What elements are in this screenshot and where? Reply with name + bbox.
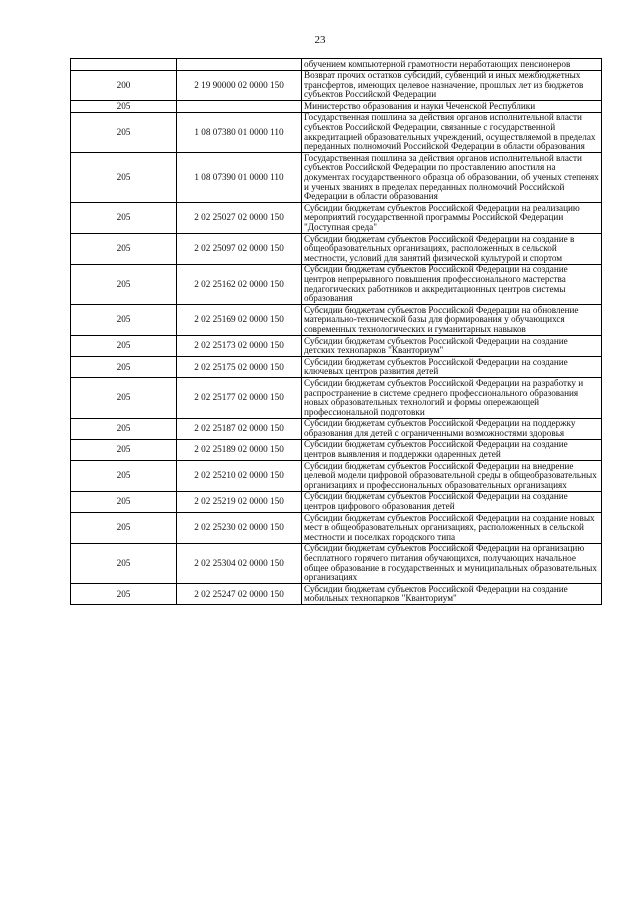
budget-classification-table (70, 58, 602, 605)
page-number: 23 (314, 34, 326, 46)
table-row (71, 461, 602, 492)
revenue-name-cell: Субсидии бюджетам субъектов Российской Федерации на создание центров цифрового образования детей (302, 491, 602, 512)
table-row (71, 378, 602, 418)
table-row (71, 584, 602, 605)
revenue-name-cell: Субсидии бюджетам субъектов Российской Федерации на создание мобильных технопарков "Кванториум" (302, 584, 602, 605)
revenue-name-cell: Субсидии бюджетам субъектов Российской Федерации на поддержку образования для детей с ограниченными возможностями здоровья (302, 418, 602, 439)
admin-code-cell: 200 (71, 70, 177, 101)
revenue-name-cell: Субсидии бюджетам субъектов Российской Федерации на разработку и распространение в системе среднего профессионального образования новых образовательных технологий и формы опережающей профессиональной подготовки (302, 378, 602, 418)
revenue-name-cell: Субсидии бюджетам субъектов Российской Федерации на создание центров выявления и поддержки одаренных детей (302, 439, 602, 460)
admin-code-cell (71, 59, 177, 71)
table-row (71, 357, 602, 378)
revenue-code-cell (177, 101, 302, 113)
admin-code-cell: 205 (71, 101, 177, 113)
revenue-name-cell: Субсидии бюджетам субъектов Российской Федерации на организацию бесплатного горячего питания обучающихся, получающих начальное общее образование в государственных и муниципальных образовательных организациях (302, 543, 602, 583)
table-row (71, 264, 602, 304)
revenue-code-cell (177, 59, 302, 71)
admin-code-cell: 205 (71, 439, 177, 460)
admin-code-cell: 205 (71, 584, 177, 605)
admin-code-cell: 205 (71, 336, 177, 357)
revenue-code-cell: 2 02 25189 02 0000 150 (177, 439, 302, 460)
table-row (71, 203, 602, 234)
revenue-name-cell: Субсидии бюджетам субъектов Российской Федерации на внедрение целевой модели цифровой образовательной среды в общеобразовательных организациях и профессиональных образовательных организациях (302, 461, 602, 492)
table-row (71, 234, 602, 265)
table-row (71, 543, 602, 583)
revenue-code-cell: 2 02 25027 02 0000 150 (177, 203, 302, 234)
revenue-name-cell: обучением компьютерной грамотности неработающих пенсионеров (302, 59, 602, 71)
admin-code-cell: 205 (71, 513, 177, 544)
table-row (71, 101, 602, 113)
revenue-code-cell: 2 02 25175 02 0000 150 (177, 357, 302, 378)
revenue-code-cell: 2 02 25230 02 0000 150 (177, 513, 302, 544)
table-row (71, 59, 602, 71)
table-row (71, 112, 602, 152)
revenue-code-cell: 2 02 25247 02 0000 150 (177, 584, 302, 605)
admin-code-cell: 205 (71, 112, 177, 152)
revenue-name-cell: Государственная пошлина за действия органов исполнительной власти субъектов Российской Федерации по проставлению апостиля на документах государственного образца об образовании, об ученых степенях и ученых званиях в пределах переданных полномочий Российской Федерации в области образования (302, 153, 602, 203)
revenue-code-cell: 2 02 25210 02 0000 150 (177, 461, 302, 492)
revenue-code-cell: 2 02 25097 02 0000 150 (177, 234, 302, 265)
admin-code-cell: 205 (71, 357, 177, 378)
table-row (71, 305, 602, 336)
admin-code-cell: 205 (71, 305, 177, 336)
revenue-name-cell: Субсидии бюджетам субъектов Российской Федерации на создание ключевых центров развития детей (302, 357, 602, 378)
revenue-name-cell: Министерство образования и науки Чеченской Республики (302, 101, 602, 113)
revenue-name-cell: Субсидии бюджетам субъектов Российской Федерации на создание центров непрерывного повышения профессионального мастерства педагогических работников и аккредитационных центров системы образования (302, 264, 602, 304)
revenue-code-cell: 1 08 07390 01 0000 110 (177, 153, 302, 203)
revenue-code-cell: 2 02 25304 02 0000 150 (177, 543, 302, 583)
revenue-name-cell: Субсидии бюджетам субъектов Российской Федерации на создание детских технопарков "Кванториум" (302, 336, 602, 357)
revenue-name-cell: Возврат прочих остатков субсидий, субвенций и иных межбюджетных трансфертов, имеющих целевое назначение, прошлых лет из бюджетов субъектов Российской Федерации (302, 70, 602, 101)
revenue-code-cell: 2 02 25187 02 0000 150 (177, 418, 302, 439)
admin-code-cell: 205 (71, 203, 177, 234)
revenue-name-cell: Государственная пошлина за действия органов исполнительной власти субъектов Российской Федерации, связанные с государственной аккредитацией образовательных учреждений, осуществляемой в пределах переданных полномочий Российской Федерации в области образования (302, 112, 602, 152)
revenue-code-cell: 1 08 07380 01 0000 110 (177, 112, 302, 152)
table-row (71, 491, 602, 512)
admin-code-cell: 205 (71, 153, 177, 203)
table-row (71, 513, 602, 544)
revenue-name-cell: Субсидии бюджетам субъектов Российской Федерации на создание в общеобразовательных организациях, расположенных в сельской местности, условий для занятий физической культурой и спортом (302, 234, 602, 265)
admin-code-cell: 205 (71, 491, 177, 512)
table-row (71, 336, 602, 357)
admin-code-cell: 205 (71, 378, 177, 418)
table-row (71, 439, 602, 460)
admin-code-cell: 205 (71, 264, 177, 304)
revenue-code-cell: 2 19 90000 02 0000 150 (177, 70, 302, 101)
table-row (71, 418, 602, 439)
revenue-code-cell: 2 02 25219 02 0000 150 (177, 491, 302, 512)
revenue-code-cell: 2 02 25169 02 0000 150 (177, 305, 302, 336)
revenue-name-cell: Субсидии бюджетам субъектов Российской Федерации на создание новых мест в общеобразовательных организациях, расположенных в сельской местности и поселках городского типа (302, 513, 602, 544)
admin-code-cell: 205 (71, 543, 177, 583)
revenue-code-cell: 2 02 25162 02 0000 150 (177, 264, 302, 304)
revenue-name-cell: Субсидии бюджетам субъектов Российской Федерации на обновление материально-технической базы для формирования у обучающихся современных технологических и гуманитарных навыков (302, 305, 602, 336)
admin-code-cell: 205 (71, 461, 177, 492)
table-body (71, 59, 602, 605)
revenue-code-cell: 2 02 25177 02 0000 150 (177, 378, 302, 418)
admin-code-cell: 205 (71, 418, 177, 439)
revenue-name-cell: Субсидии бюджетам субъектов Российской Федерации на реализацию мероприятий государственной программы Российской Федерации "Доступная среда" (302, 203, 602, 234)
table-row (71, 153, 602, 203)
admin-code-cell: 205 (71, 234, 177, 265)
revenue-code-cell: 2 02 25173 02 0000 150 (177, 336, 302, 357)
table-row (71, 70, 602, 101)
